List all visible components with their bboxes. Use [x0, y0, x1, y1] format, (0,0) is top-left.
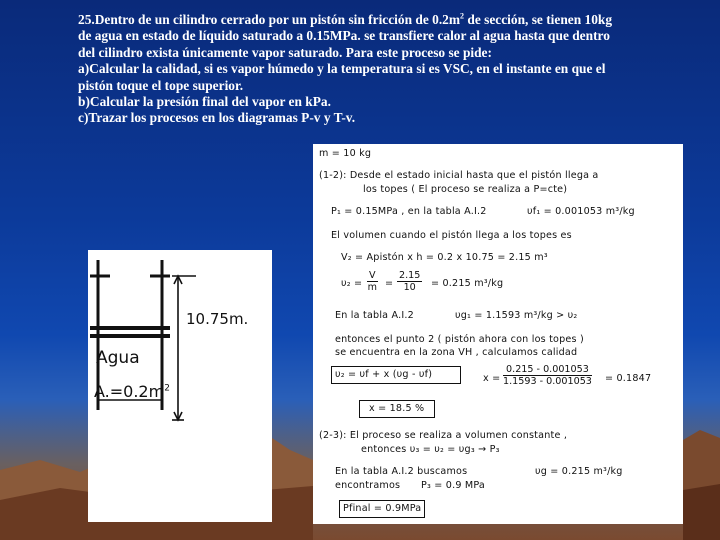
problem-line-1-sup: 2 [460, 11, 465, 21]
fraction-quality [503, 364, 592, 387]
solution-notes [313, 144, 683, 524]
note-v2-value: = 0.215 m³/kg [431, 278, 504, 289]
problem-line-6: b)Calcular la presión final del vapor en kPa. [78, 94, 331, 110]
height-label: 10.75m. [186, 310, 249, 328]
fraction-v-over-m [367, 270, 378, 293]
note-vg1: υg₁ = 1.1593 m³/kg > υ₂ [455, 310, 578, 321]
note-specific-volume-lhs: υ₂ = [341, 278, 363, 289]
cylinder-figure [88, 250, 272, 522]
fraction-215-over-10 [397, 270, 422, 293]
note-p1: P₁ = 0.15MPa , en la tabla A.I.2 [331, 206, 487, 217]
note-table-ref: En la tabla A.I.2 [335, 310, 414, 321]
note-v2: V₂ = Apistón x h = 0.2 x 10.75 = 2.15 m³ [341, 252, 548, 263]
problem-statement [78, 12, 678, 127]
problem-line-4: a)Calcular la calidad, si es vapor húmedo y la temperatura si es VSC, en el instante en que el [78, 61, 606, 77]
note-p3: P₃ = 0.9 MPa [421, 480, 485, 491]
fluid-label: Agua [96, 348, 140, 368]
note-point2-a: entonces el punto 2 ( pistón ahora con los topes ) [335, 334, 584, 345]
note-equals-1: = [385, 278, 394, 289]
note-table-search: En la tabla A.I.2 buscamos [335, 466, 468, 477]
area-label-sup: 2 [164, 383, 170, 394]
area-label-text: A.=0.2m [94, 382, 165, 401]
fraction-quality-num: 0.215 - 0.001053 [503, 364, 592, 376]
area-label [94, 382, 170, 401]
note-process-12-b: los topes ( El proceso se realiza a P=cte) [363, 184, 568, 195]
fraction-quality-den: 1.1593 - 0.001053 [503, 376, 592, 387]
note-final-pressure: Pfinal = 0.9MPa [343, 503, 422, 514]
problem-line-3: del cilindro exista únicamente vapor saturado. Para este proceso se pide: [78, 44, 492, 60]
problem-line-1 [78, 12, 678, 28]
note-point2-b: se encuentra en la zona VH , calculamos calidad [335, 347, 578, 358]
note-quality-equation: υ₂ = υf + x (υg - υf) [335, 369, 433, 380]
note-process-23-b: entonces υ₃ = υ₂ = υg₃ → P₃ [361, 444, 500, 455]
problem-line-5: pistón toque el tope superior. [78, 77, 244, 93]
note-process-12-a: (1-2): Desde el estado inicial hasta que el pistón llega a [319, 170, 599, 181]
note-mass: m = 10 kg [319, 148, 372, 159]
note-x-value: = 0.1847 [605, 373, 652, 384]
problem-line-2: de agua en estado de líquido saturado a 0.15MPa. se transfiere calor al agua hasta que dentro [78, 28, 610, 44]
fraction-10: 10 [403, 282, 416, 293]
note-found: encontramos [335, 480, 401, 491]
problem-line-7: c)Trazar los procesos en los diagramas P-v y T-v. [78, 110, 356, 126]
note-vf1: υf₁ = 0.001053 m³/kg [527, 206, 635, 217]
fraction-215: 2.15 [399, 270, 421, 281]
note-process-23-a: (2-3): El proceso se realiza a volumen constante , [319, 430, 568, 441]
note-vg: υg = 0.215 m³/kg [535, 466, 623, 477]
note-x-lhs: x = [483, 373, 501, 384]
fraction-v: V [369, 270, 376, 281]
problem-line-1-end: de sección, se tienen 10kg [464, 12, 613, 27]
fraction-m: m [367, 282, 377, 293]
problem-line-1-start: 25.Dentro de un cilindro cerrado por un pistón sin fricción de 0.2m [78, 12, 461, 27]
note-x-percent: x = 18.5 % [369, 403, 425, 414]
note-volume-intro: El volumen cuando el pistón llega a los topes es [331, 230, 572, 241]
